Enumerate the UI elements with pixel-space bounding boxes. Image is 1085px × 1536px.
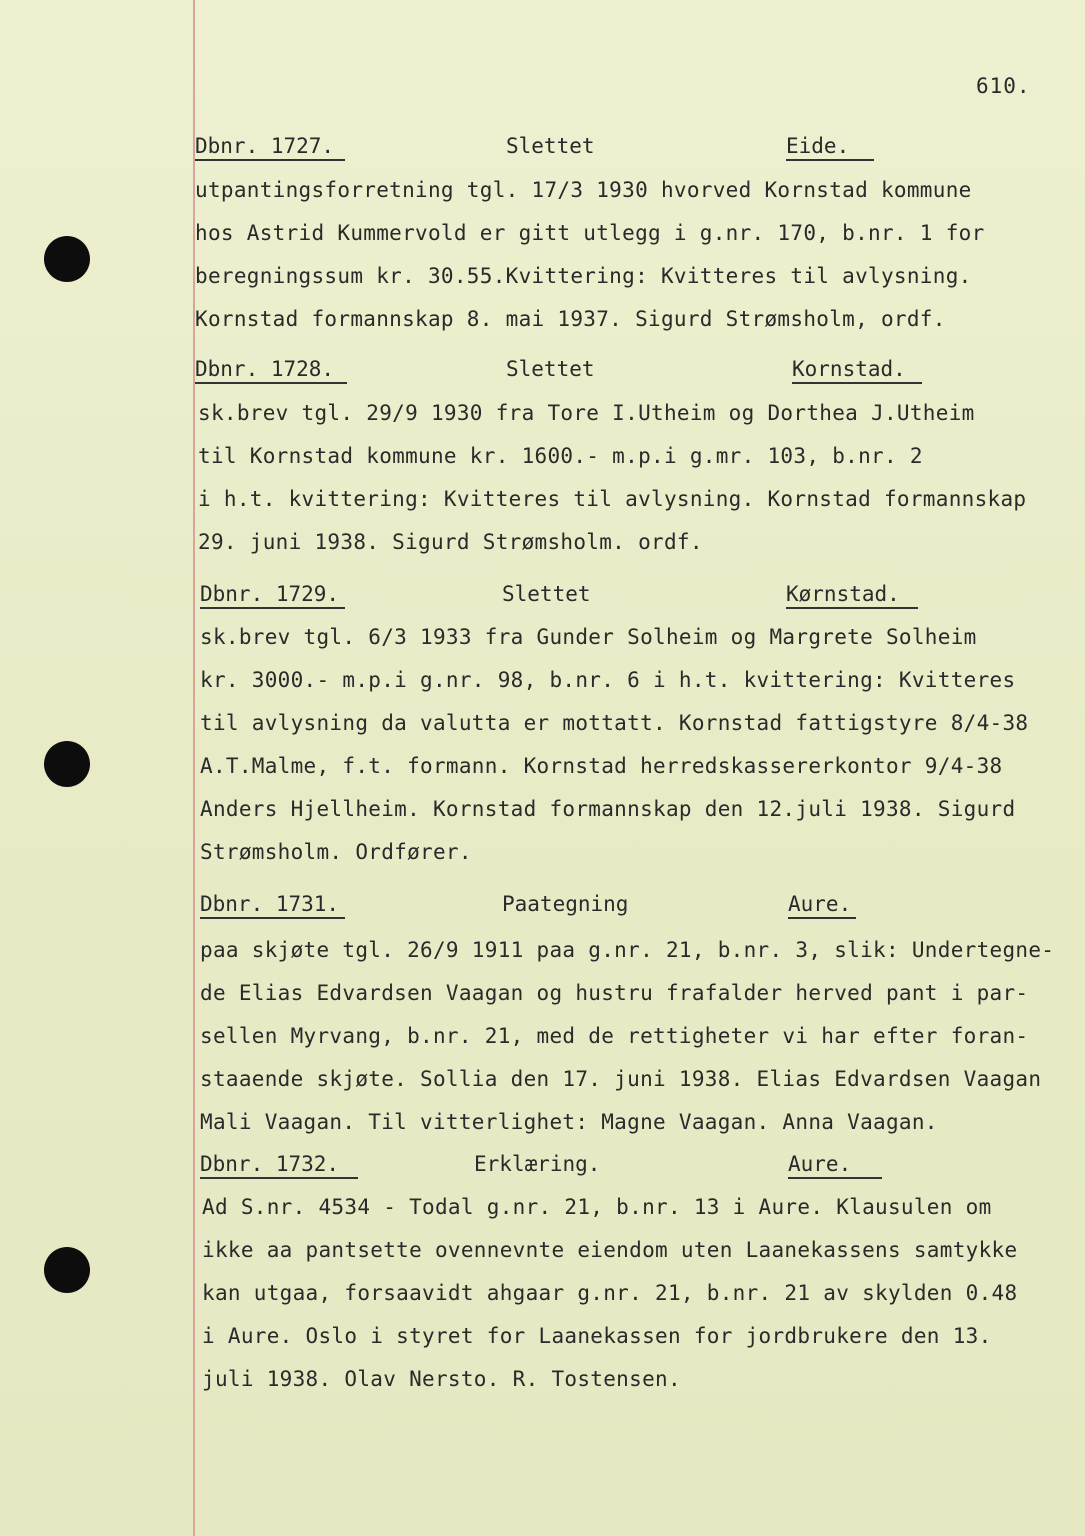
entry-type: Erklæring. bbox=[474, 1152, 601, 1176]
text-line: i h.t. kvittering: Kvitteres til avlysning. Kornstad formannskap bbox=[198, 487, 1027, 511]
entry-type: Slettet bbox=[506, 357, 595, 381]
entry-1727 bbox=[0, 134, 1085, 331]
text-line: til avlysning da valutta er mottatt. Kornstad fattigstyre 8/4-38 bbox=[200, 711, 1029, 735]
text-line: 29. juni 1938. Sigurd Strømsholm. ordf. bbox=[198, 530, 703, 554]
punch-hole bbox=[44, 236, 90, 282]
entry-number: Dbnr. 1732. bbox=[200, 1152, 358, 1179]
text-line: Mali Vaagan. Til vitterlighet: Magne Vaagan. Anna Vaagan. bbox=[200, 1110, 938, 1134]
text-line: hos Astrid Kummervold er gitt utlegg i g.nr. 170, b.nr. 1 for bbox=[195, 221, 985, 245]
text-line: i Aure. Oslo i styret for Laanekassen for jordbrukere den 13. bbox=[202, 1324, 992, 1348]
entry-place: Aure. bbox=[788, 1152, 882, 1179]
text-line: sk.brev tgl. 29/9 1930 fra Tore I.Utheim og Dorthea J.Utheim bbox=[198, 401, 975, 425]
entry-place: Eide. bbox=[786, 134, 874, 161]
entry-1728 bbox=[0, 357, 1085, 554]
entry-place: Kørnstad. bbox=[786, 582, 918, 609]
text-line: sk.brev tgl. 6/3 1933 fra Gunder Solheim og Margrete Solheim bbox=[200, 625, 977, 649]
entry-1731 bbox=[0, 892, 1085, 1134]
text-line: utpantingsforretning tgl. 17/3 1930 hvorved Kornstad kommune bbox=[195, 178, 972, 202]
text-line: Kornstad formannskap 8. mai 1937. Sigurd Strømsholm, ordf. bbox=[195, 307, 946, 331]
punch-hole bbox=[44, 741, 90, 787]
entry-1732 bbox=[0, 1152, 1085, 1391]
text-line: Anders Hjellheim. Kornstad formannskap den 12.juli 1938. Sigurd bbox=[200, 797, 1016, 821]
text-line: Strømsholm. Ordfører. bbox=[200, 840, 472, 864]
entry-1729 bbox=[0, 582, 1085, 864]
text-line: kr. 3000.- m.p.i g.nr. 98, b.nr. 6 i h.t. kvittering: Kvitteres bbox=[200, 668, 1016, 692]
entry-type: Slettet bbox=[506, 134, 595, 158]
text-line: kan utgaa, forsaavidt ahgaar g.nr. 21, b.nr. 21 av skylden 0.48 bbox=[202, 1281, 1018, 1305]
text-line: paa skjøte tgl. 26/9 1911 paa g.nr. 21, b.nr. 3, slik: Undertegne- bbox=[200, 938, 1055, 962]
entry-number: Dbnr. 1731. bbox=[200, 892, 345, 919]
punch-hole bbox=[44, 1247, 90, 1293]
text-line: staaende skjøte. Sollia den 17. juni 1938. Elias Edvardsen Vaagan bbox=[200, 1067, 1042, 1091]
entry-number: Dbnr. 1727. bbox=[195, 134, 345, 161]
entry-place: Kornstad. bbox=[792, 357, 922, 384]
text-line: A.T.Malme, f.t. formann. Kornstad herredskassererkontor 9/4-38 bbox=[200, 754, 1003, 778]
entry-number: Dbnr. 1728. bbox=[195, 357, 347, 384]
page-number: 610. bbox=[976, 74, 1031, 98]
text-line: til Kornstad kommune kr. 1600.- m.p.i g.mr. 103, b.nr. 2 bbox=[198, 444, 923, 468]
text-line: juli 1938. Olav Nersto. R. Tostensen. bbox=[202, 1367, 681, 1391]
text-line: Ad S.nr. 4534 - Todal g.nr. 21, b.nr. 13 i Aure. Klausulen om bbox=[202, 1195, 992, 1219]
entry-type: Paategning bbox=[502, 892, 629, 916]
text-line: sellen Myrvang, b.nr. 21, med de rettigheter vi har efter foran- bbox=[200, 1024, 1029, 1048]
text-line: ikke aa pantsette ovennevnte eiendom uten Laanekassens samtykke bbox=[202, 1238, 1018, 1262]
entry-place: Aure. bbox=[788, 892, 856, 919]
text-line: beregningssum kr. 30.55.Kvittering: Kvitteres til avlysning. bbox=[195, 264, 972, 288]
entry-type: Slettet bbox=[502, 582, 591, 606]
entry-number: Dbnr. 1729. bbox=[200, 582, 345, 609]
text-line: de Elias Edvardsen Vaagan og hustru frafalder herved pant i par- bbox=[200, 981, 1029, 1005]
